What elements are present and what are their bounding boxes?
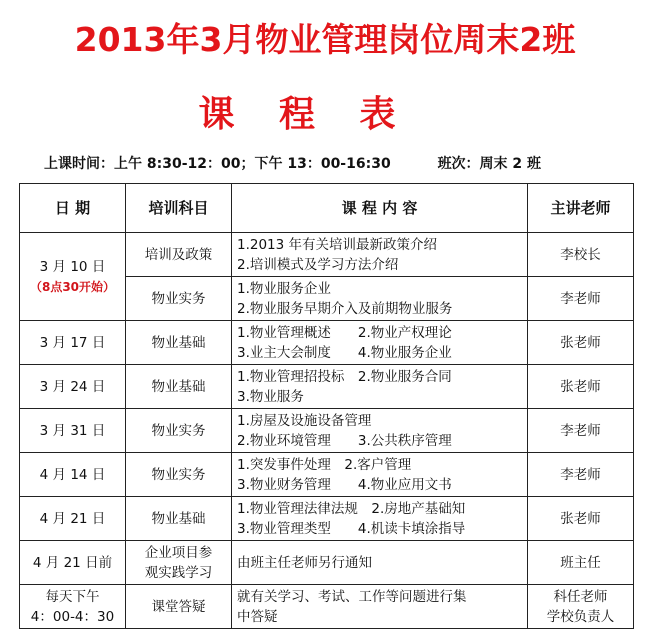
start-time-note: （8点30开始） xyxy=(29,279,116,294)
table-row xyxy=(20,365,634,409)
teacher-cell: 李老师 xyxy=(528,409,634,453)
content-line: 2.物业环境管理 3.公共秩序管理 xyxy=(237,432,452,449)
content-line: 2.物业服务早期介入及前期物业服务 xyxy=(237,300,453,317)
content-cell xyxy=(232,233,528,277)
subject-cell: 物业基础 xyxy=(126,497,232,541)
course-schedule-table xyxy=(19,183,634,629)
date-cell: 4 月 21 日前 xyxy=(20,541,126,585)
header-subject: 培训科目 xyxy=(126,184,232,233)
content-line: 就有关学习、考试、工作等问题进行集 xyxy=(237,588,467,605)
table-header-row xyxy=(20,184,634,233)
table-row xyxy=(20,409,634,453)
teacher-line: 科任老师 xyxy=(553,588,608,605)
table-row xyxy=(20,541,634,585)
content-cell xyxy=(232,277,528,321)
content-line: 3.物业财务管理 4.物业应用文书 xyxy=(237,476,452,493)
date-cell: 3 月 24 日 xyxy=(20,365,126,409)
header-content: 课 程 内 容 xyxy=(232,184,528,233)
content-line: 1.物业管理法律法规 2.房地产基础知 xyxy=(237,500,466,517)
content-line: 1.2013 年有关培训最新政策介绍 xyxy=(237,236,438,253)
page-subtitle: 课 程 表 xyxy=(198,94,412,135)
teacher-cell xyxy=(528,541,634,585)
content-line: 2.培训模式及学习方法介绍 xyxy=(237,256,399,273)
content-cell xyxy=(232,321,528,365)
content-cell xyxy=(232,453,528,497)
content-line: 1.突发事件处理 2.客户管理 xyxy=(237,456,412,473)
date-cell xyxy=(20,233,126,321)
subject-cell: 物业实务 xyxy=(126,409,232,453)
date-cell: 3 月 31 日 xyxy=(20,409,126,453)
subject-line: 观实践学习 xyxy=(144,564,213,581)
content-line: 3.物业管理类型 4.机读卡填涂指导 xyxy=(237,520,466,537)
schedule-line xyxy=(44,153,541,173)
subject-line: 企业项目参 xyxy=(144,544,213,561)
content-cell xyxy=(232,365,528,409)
content-line: 1.物业服务企业 xyxy=(237,280,331,297)
subject-cell: 物业实务 xyxy=(126,277,232,321)
subject-cell: 物业基础 xyxy=(126,321,232,365)
teacher-cell: 张老师 xyxy=(528,497,634,541)
date-cell: 4 月 21 日 xyxy=(20,497,126,541)
date-cell: 4 月 14 日 xyxy=(20,453,126,497)
teacher-cell xyxy=(528,585,634,629)
subject-line: 课堂答疑 xyxy=(151,598,206,615)
class-time: 上课时间：上午 8:30-12：00；下午 13：00-16:30 xyxy=(44,156,391,172)
teacher-cell: 李老师 xyxy=(528,277,634,321)
content-line: 1.房屋及设施设备管理 xyxy=(237,412,372,429)
content-cell xyxy=(232,409,528,453)
content-line: 中答疑 xyxy=(237,608,278,625)
table-row xyxy=(20,321,634,365)
content-line: 3.物业服务 xyxy=(237,388,304,405)
date-line: 4：00-4：30 xyxy=(30,608,115,625)
content-line: 1.物业管理概述 2.物业产权理论 xyxy=(237,324,452,341)
teacher-cell: 张老师 xyxy=(528,321,634,365)
content-cell xyxy=(232,585,528,629)
date-cell: 3 月 17 日 xyxy=(20,321,126,365)
header-date: 日 期 xyxy=(20,184,126,233)
content-line: 1.物业管理招投标 2.物业服务合同 xyxy=(237,368,452,385)
teacher-line: 学校负责人 xyxy=(546,608,615,625)
subject-cell: 培训及政策 xyxy=(126,233,232,277)
table-row xyxy=(20,233,634,277)
date-cell xyxy=(20,585,126,629)
subject-cell: 物业实务 xyxy=(126,453,232,497)
header-teacher: 主讲老师 xyxy=(528,184,634,233)
subject-cell xyxy=(126,541,232,585)
teacher-cell: 张老师 xyxy=(528,365,634,409)
teacher-line: 班主任 xyxy=(560,554,601,571)
date-line: 每天下午 xyxy=(45,588,100,605)
date-text: 3 月 10 日 xyxy=(39,258,106,275)
content-cell xyxy=(232,497,528,541)
teacher-cell: 李老师 xyxy=(528,453,634,497)
page-title: 2013年3月物业管理岗位周末2班 xyxy=(74,20,576,59)
subject-cell xyxy=(126,585,232,629)
teacher-cell: 李校长 xyxy=(528,233,634,277)
content-cell xyxy=(232,541,528,585)
subject-cell: 物业基础 xyxy=(126,365,232,409)
table-row xyxy=(20,497,634,541)
content-line: 3.业主大会制度 4.物业服务企业 xyxy=(237,344,452,361)
table-row xyxy=(20,453,634,497)
table-row xyxy=(20,585,634,629)
content-line: 由班主任老师另行通知 xyxy=(237,554,372,571)
class-label: 班次：周末 2 班 xyxy=(437,156,542,172)
